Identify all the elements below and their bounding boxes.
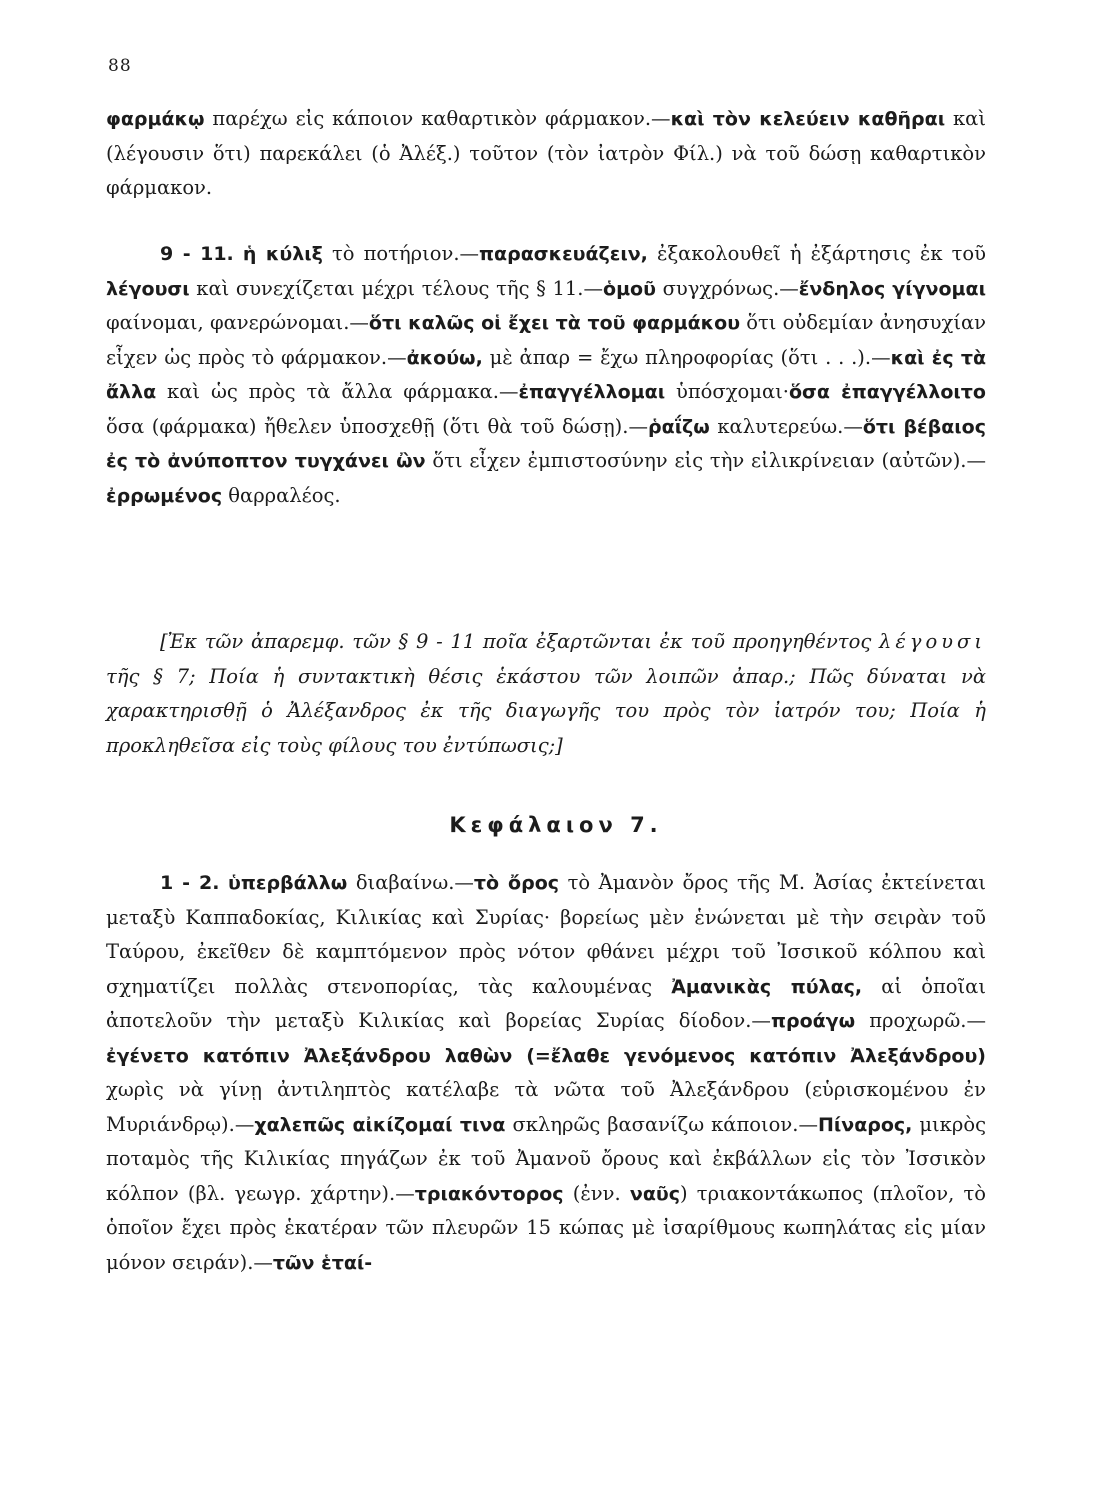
gloss-text: ὑπόσχομαι· xyxy=(665,380,789,403)
spaced-term: λέγουσι xyxy=(878,630,986,653)
bold-term: καὶ τὸν κελεύειν καθῆραι xyxy=(670,108,946,130)
bold-term: Ἀμανικὰς πύλας, xyxy=(671,975,863,998)
paragraph-section-1-2 xyxy=(106,866,986,1280)
gloss-text: φαίνομαι, φανερώνομαι.— xyxy=(106,311,369,334)
page-number: 88 xyxy=(108,56,132,76)
gloss-text: καὶ ὡς πρὸς τὰ ἄλλα φάρμακα.— xyxy=(156,380,519,403)
bold-term: ἀκούω, xyxy=(406,346,483,369)
bold-term: λέγουσι xyxy=(106,277,190,300)
bold-term: τὸ ὄρος xyxy=(473,872,560,894)
gloss-text: ἐξακολουθεῖ ἡ ἐξάρτησις ἐκ τοῦ xyxy=(647,242,986,265)
bold-term: Πίναρος, xyxy=(817,1113,913,1136)
bold-term: ὅσα ἐπαγγέλλοιτο xyxy=(788,381,986,403)
paragraph-text xyxy=(106,102,986,206)
bold-term: ἡ κύλιξ xyxy=(242,243,323,265)
gloss-text: ὅτι οὐδεμίαν ἀνησυχίαν εἶχεν ὡς πρὸς τὸ φάρμακον.— xyxy=(106,311,986,369)
gloss-text: αἱ ὁποῖαι ἀποτελοῦν τὴν μεταξὺ Κιλικίας καὶ βορείας Συρίας δίοδον.— xyxy=(106,974,986,1032)
bold-term: ὅτι βέβαιος ἐς τὸ ἀνύποπτον τυγχάνει ὢν xyxy=(106,415,986,472)
bold-term: ὑπερβάλλω xyxy=(228,872,348,894)
chapter-heading: Κεφάλαιον 7. xyxy=(449,813,663,837)
gloss-text: σκληρῶς βασανίζω κάποιον.— xyxy=(505,1112,818,1136)
gloss-text: ) τριακοντάκωπος (πλοῖον, τὸ ὁποῖον ἔχει πρὸς ἑκατέραν τῶν πλευρῶν 15 κώπας μὲ ἰσαρίθμους κωπηλάτας εἰς μίαν μόνον σειράν).— xyxy=(106,1181,986,1274)
gloss-text: ὅσα (φάρμακα) ἤθελεν ὑποσχεθῇ (ὅτι θὰ τοῦ δώσῃ).— xyxy=(106,414,648,438)
bold-term: ῥαΐζω xyxy=(647,415,710,438)
bold-term: καὶ ἐς τὰ ἄλλα xyxy=(106,346,986,403)
paragraph-section-9-11 xyxy=(106,237,986,513)
bold-term: χαλεπῶς αἰκίζομαί τινα xyxy=(254,1113,506,1136)
bold-term: ἐρρωμένος xyxy=(106,484,223,507)
paragraph-text xyxy=(106,625,986,763)
bold-term: φαρμάκῳ xyxy=(106,108,205,130)
gloss-text: παρέχω εἰς κάποιον καθαρτικὸν φάρμακον.— xyxy=(204,107,671,130)
gloss-text: χωρὶς νὰ γίνῃ ἀντιληπτὸς κατέλαβε τὰ νῶτα τοῦ Ἀλεξάνδρου (εὑρισκομένου ἐν Μυριάνδρῳ).— xyxy=(106,1078,986,1136)
bold-term: παρασκευάζειν, xyxy=(479,243,648,265)
paragraph-continuation xyxy=(106,102,986,206)
bold-term: ἐπαγγέλλομαι xyxy=(518,381,666,403)
gloss-text: μὲ ἀπαρ = ἔχω πληροφορίας (ὅτι . . .).— xyxy=(482,345,891,369)
bold-term: προάγω xyxy=(770,1010,856,1032)
gloss-text: διαβαίνω.— xyxy=(347,871,474,894)
question-text: [Ἐκ τῶν ἀπαρεμφ. τῶν § 9 - 11 ποῖα ἐξαρτῶνται ἐκ τοῦ προηγηθέντος xyxy=(160,630,879,653)
gloss-text: καλυτερεύω.— xyxy=(709,414,863,438)
gloss-text: τὸ Ἀμανὸν ὄρος τῆς Μ. Ἀσίας ἐκτείνεται μεταξὺ Καππαδοκίας, Κιλικίας καὶ Συρίας· βορείως μὲν ἑνώνεται μὲ τὴν σειρὰν τοῦ Ταύρου, ἐκεῖθεν δὲ καμπτόμενον πρὸς νότον φθάνει μέχρι τοῦ Ἰσσικοῦ κόλπου καὶ σχηματίζει πολλὰς στενοπορίας, τὰς καλουμένας xyxy=(106,871,987,998)
bold-term: ὁμοῦ xyxy=(603,277,656,300)
gloss-text: καὶ (λέγουσιν ὅτι) παρεκάλει (ὁ Ἀλέξ.) τοῦτον (τὸν ἰατρὸν Φίλ.) νὰ τοῦ δώσῃ καθαρτικὸν φάρμακον. xyxy=(106,107,986,199)
paragraph-text xyxy=(106,237,986,513)
question-text: τῆς § 7; Ποία ἡ συντακτικὴ θέσις ἑκάστου τῶν λοιπῶν ἀπαρ.; Πῶς δύναται νὰ χαρακτηρισθῇ ὁ Ἀλέξανδρος ἐκ τῆς διαγωγῆς του πρὸς τὸν ἰατρόν του; Ποία ἡ προκληθεῖσα εἰς τοὺς φίλους του ἐντύπωσις;] xyxy=(106,664,986,757)
exercise-questions xyxy=(106,625,986,763)
gloss-text: προχωρῶ.— xyxy=(855,1009,986,1032)
gloss-text: τὸ ποτήριον.— xyxy=(322,242,480,265)
bold-term: ἐγένετο κατόπιν Ἀλεξάνδρου λαθὼν (=ἔλαθε γενόμενος κατόπιν Ἀλεξάνδρου) xyxy=(106,1044,986,1067)
gloss-text: ὅτι εἶχεν ἐμπιστοσύνην εἰς τὴν εἰλικρίνειαν (αὐτῶν).— xyxy=(425,449,986,472)
paragraph-text xyxy=(106,866,986,1280)
bold-term: ναῦς xyxy=(629,1182,680,1205)
gloss-text: (ἐνν. xyxy=(563,1181,630,1205)
gloss-text: θαρραλέος. xyxy=(222,483,341,507)
gloss-text: καὶ συνεχίζεται μέχρι τέλους τῆς § 11.— xyxy=(189,276,604,300)
section-number: 9 - 11. xyxy=(160,243,234,265)
gloss-text: συγχρόνως.— xyxy=(655,276,799,300)
bold-term: τῶν ἑταί- xyxy=(272,1251,373,1274)
gloss-text: μικρὸς ποταμὸς τῆς Κιλικίας πηγάζων ἐκ τοῦ Ἀμανοῦ ὄρους καὶ ἐκβάλλων εἰς τὸν Ἰσσικὸν κόλπον (βλ. γεωγρ. χάρτην).— xyxy=(106,1112,986,1205)
bold-term: τριακόντορος xyxy=(414,1182,564,1205)
section-number: 1 - 2. xyxy=(160,872,220,894)
bold-term: ἔνδηλος γίγνομαι xyxy=(798,277,986,300)
bold-term: ὅτι καλῶς οἱ ἔχει τὰ τοῦ φαρμάκου xyxy=(368,312,741,334)
